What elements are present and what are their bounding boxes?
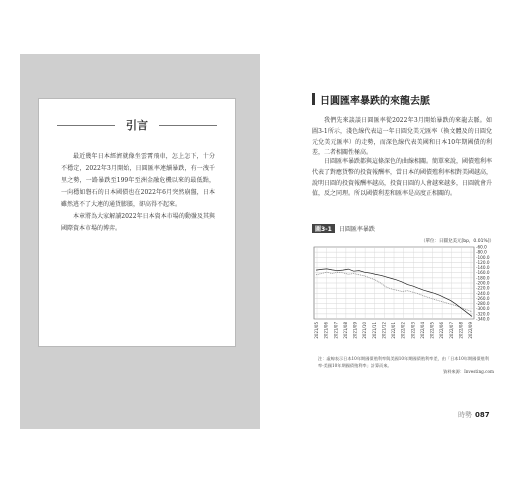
source-line: 注：虛線表示日本10年期國債殖利率與美國10年期國債殖利率差，由「日本10年期國債殖利率-美國10年期國債殖利率」計算而來。	[318, 356, 489, 368]
chart-unit-label: （單位：日圓兌美元[bp，0.01%]）	[420, 239, 494, 244]
intro-paragraph: 本章將為大家解讀2022年日本資本市場的動盪及其與國際資本市場的博弈。	[61, 213, 215, 232]
paragraph-text: 我們先來談談日圓匯率從2022年3月開始暴跌的來龍去脈。如圖3-1所示，淺色線代表這一年日圓兌美元匯率（換文體及的日圓兌元兌美元匯率）的走勢，而深色線代表美國和日本10年期國債的利差，二者相關性極高。	[312, 117, 492, 157]
figure-caption	[312, 224, 375, 233]
right-tick-label: -140.0	[476, 265, 490, 271]
section-heading: 日圓匯率暴跌的來龍去脈	[320, 96, 430, 107]
x-tick-label: 2022/04	[419, 322, 425, 339]
x-tick-label: 2021/07	[333, 322, 339, 339]
heading-marker	[312, 93, 315, 105]
body-paragraph-1	[312, 116, 492, 159]
x-tick-label: 2022/06	[439, 322, 445, 339]
figure-tag: 圖3-1	[312, 224, 335, 233]
page-footer	[458, 410, 490, 420]
x-tick-label: 2022/02	[400, 322, 406, 339]
x-tick-label: 2022/03	[410, 322, 416, 339]
x-tick-label: 2021/09	[352, 322, 358, 339]
x-tick-label: 2021/12	[381, 322, 387, 339]
right-tick-label: -100.0	[476, 254, 490, 260]
right-tick-label: -120.0	[476, 259, 490, 265]
right-tick-label: -320.0	[476, 311, 490, 317]
intro-paragraph: 最近幾年日本經濟就像坐雲霄飛車，怎上怎下，十分不穩定，2022年3月開始，日圓匯率連續暴跌，有一洩千里之勢，一路暴跌至199年至洲金融危機以來的最低點，一向穩如磐石的日本國債也在2022年6月突然崩盤，日本雖然逃不了大連的通貨膨脹，卻高得不起來。	[61, 153, 215, 208]
paragraph-text: 日圓匯率暴跌都與這條深色的曲線相關。簡單來說，國債殖利率代表了對應貨幣的投資報酬率，當日本的國債殖利率相對美國越高，說明日圓的投資報酬率越高，投資日圓的人會越來越多，日圓就會升值，反之同理。所以國債利差和匯率是高度正相關的。	[312, 158, 493, 198]
source-line: 資料來源：Investing.com	[443, 369, 494, 374]
right-tick-label: -240.0	[476, 290, 490, 296]
right-tick-label: -180.0	[476, 275, 490, 281]
x-axis-ticks	[314, 322, 473, 339]
exchange-rate-chart	[312, 235, 500, 353]
x-tick-label: 2022/01	[391, 322, 396, 339]
intro-title: 引言	[126, 119, 148, 132]
x-tick-label: 2022/05	[429, 322, 435, 339]
x-tick-label: 2021/08	[342, 322, 348, 339]
right-tick-label: -260.0	[476, 295, 490, 301]
right-tick-label: -220.0	[476, 285, 490, 291]
page-number: 087	[475, 411, 490, 419]
x-tick-label: 2021/10	[362, 322, 368, 339]
x-tick-label: 2022/07	[448, 322, 454, 339]
x-tick-label: 2022/09	[468, 322, 473, 339]
right-tick-label: -300.0	[476, 306, 490, 312]
book-title: 時勢	[458, 411, 472, 419]
right-tick-label: -280.0	[476, 301, 490, 307]
intro-body	[61, 151, 215, 235]
intro-card	[38, 98, 236, 347]
x-tick-label: 2021/05	[314, 322, 319, 339]
right-axis-ticks	[476, 245, 490, 322]
x-tick-label: 2021/06	[323, 322, 329, 339]
right-tick-label: -60.0	[476, 244, 487, 250]
right-tick-label: -200.0	[476, 280, 490, 286]
title-divider-right	[159, 125, 217, 126]
x-tick-label: 2021/11	[371, 322, 377, 339]
body-paragraph-2	[312, 157, 492, 200]
right-tick-label: -160.0	[476, 270, 490, 276]
source-note	[318, 356, 494, 376]
right-tick-label: -80.0	[476, 249, 487, 255]
x-tick-label: 2022/08	[458, 322, 464, 339]
right-tick-label: -340.0	[476, 316, 490, 322]
figure-title: 日圓匯率暴跌	[338, 226, 375, 233]
